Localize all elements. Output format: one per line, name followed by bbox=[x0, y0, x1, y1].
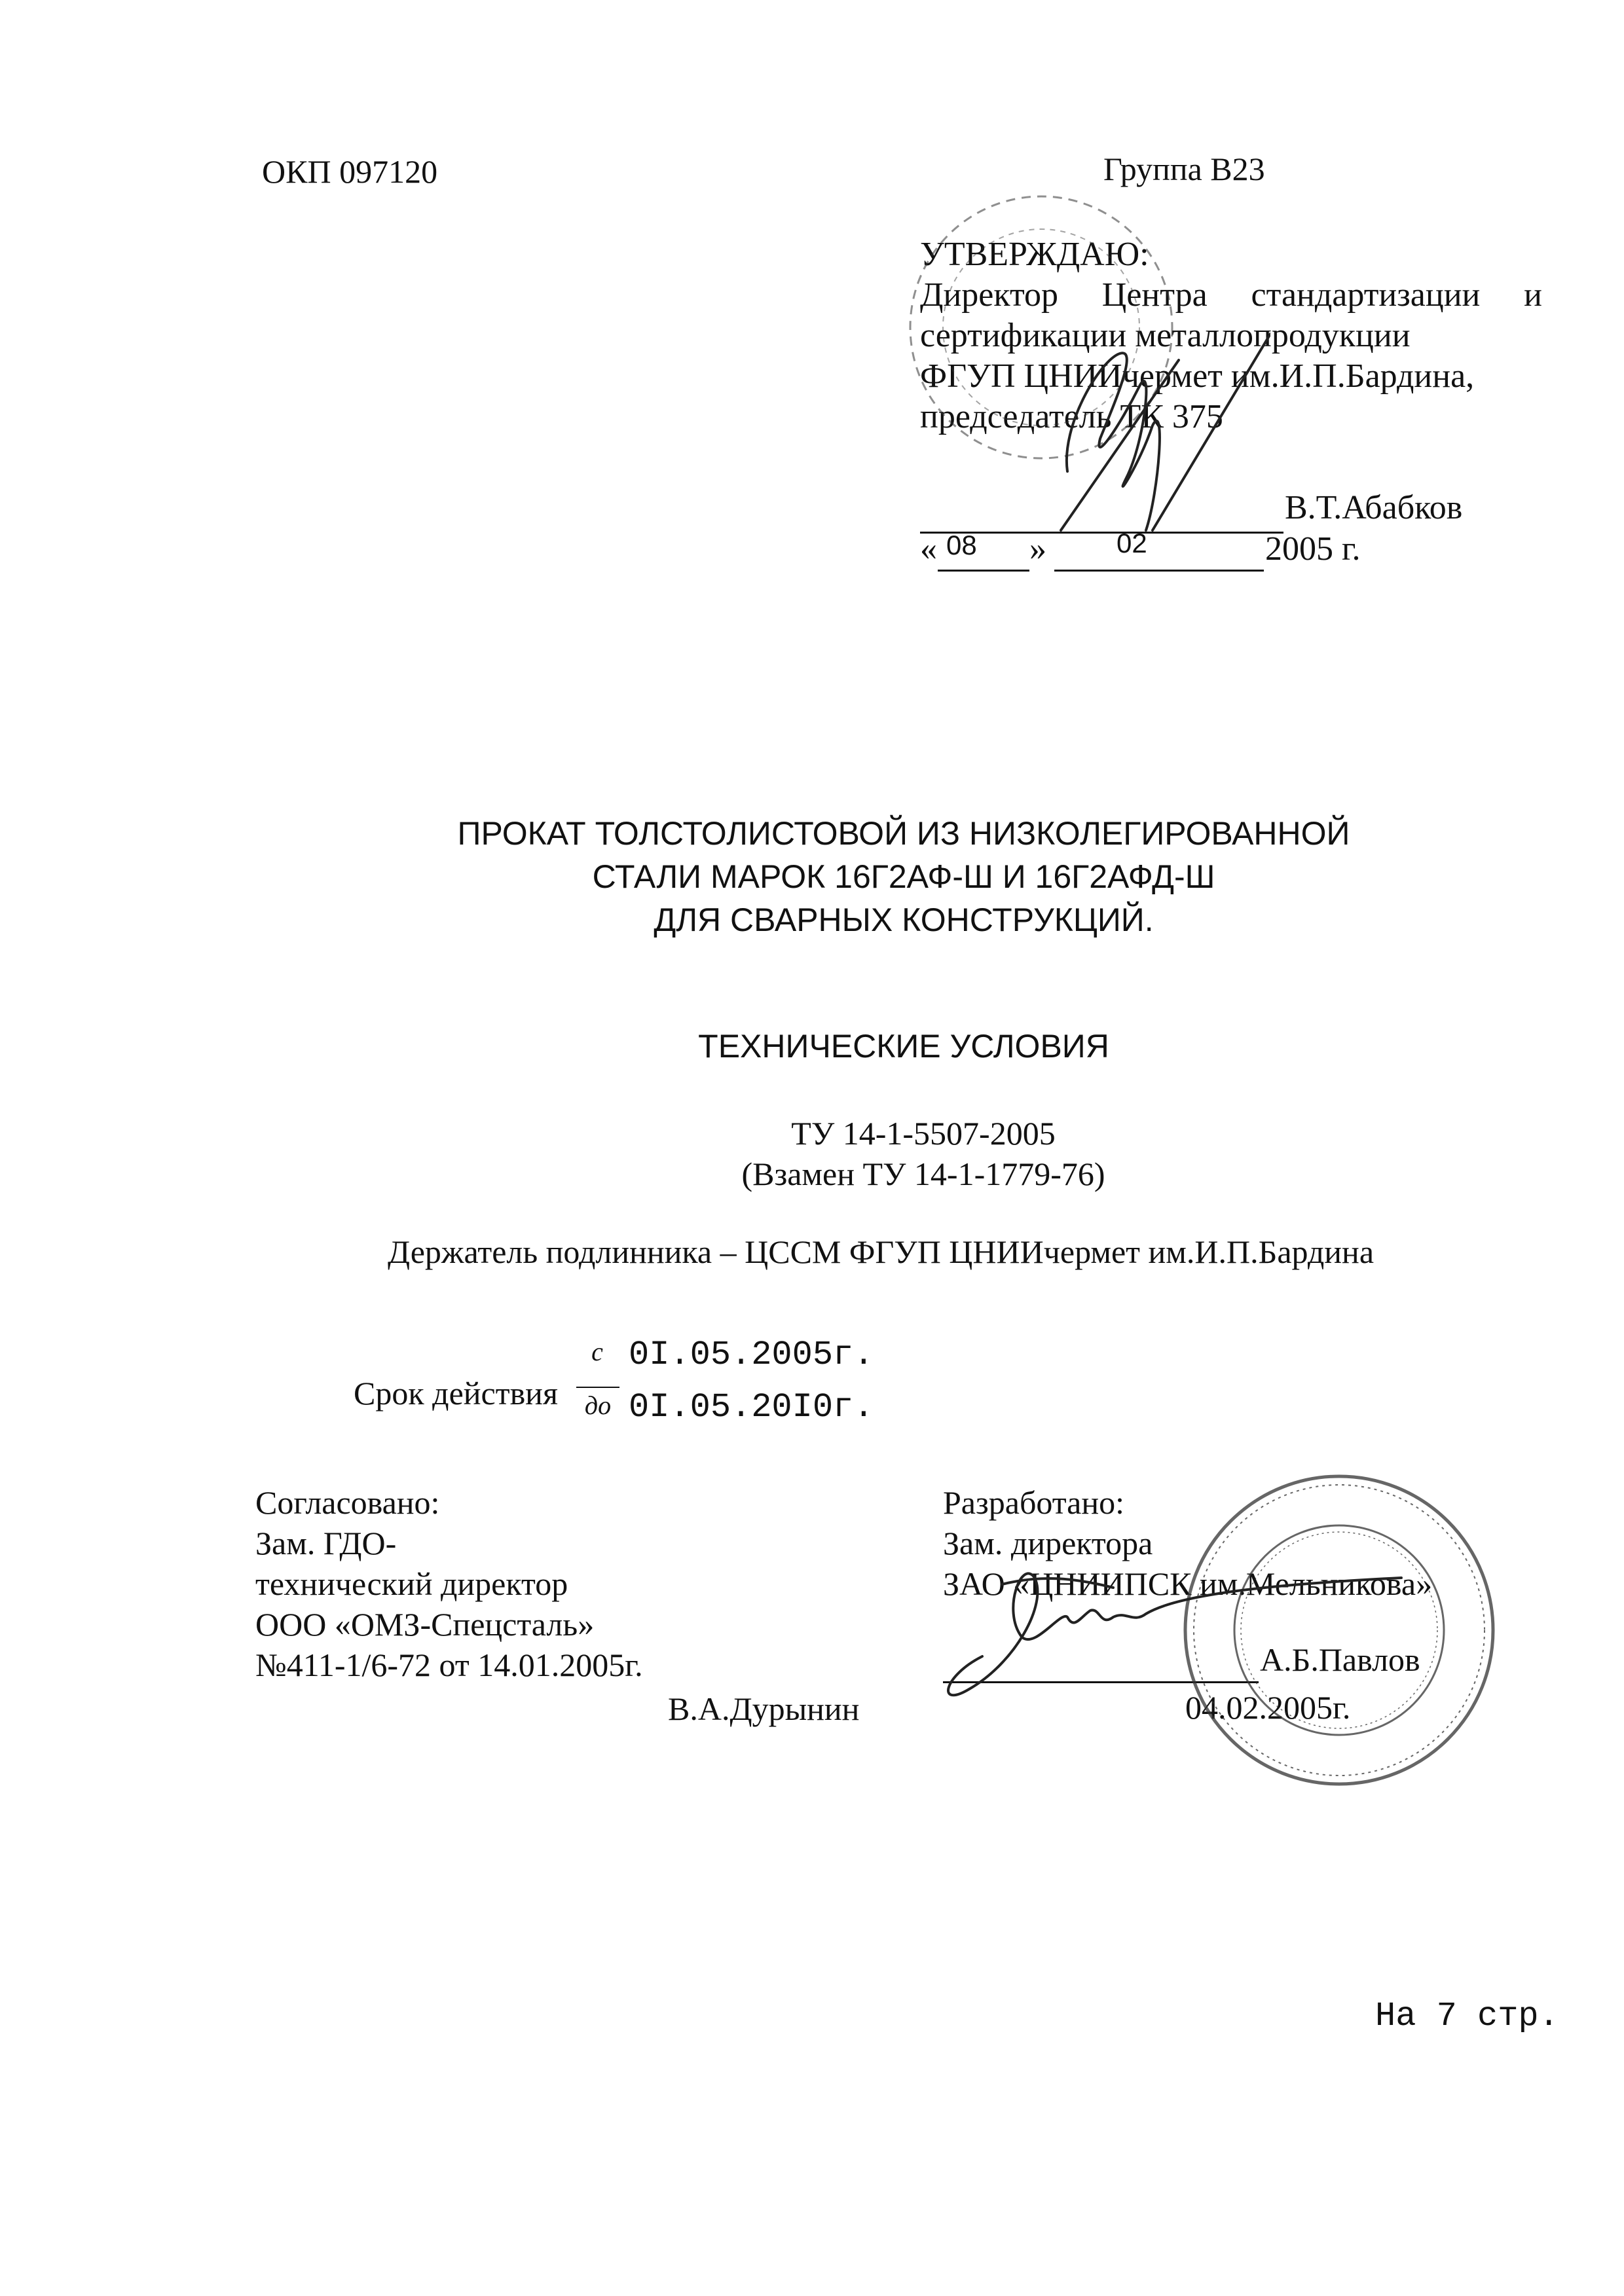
doc-replaces: (Взамен ТУ 14-1-1779-76) bbox=[741, 1156, 1105, 1192]
title-line-3: ДЛЯ СВАРНЫХ КОНСТРУКЦИЙ. bbox=[654, 902, 1154, 938]
round-seal bbox=[1185, 1476, 1493, 1784]
approval-date-open-quote: « bbox=[920, 530, 937, 568]
approval-line-1: Директор Центра стандартизации и bbox=[920, 276, 1542, 314]
validity-from-date: 0I.05.2005г. bbox=[629, 1336, 874, 1374]
agreed-heading: Согласовано: bbox=[255, 1484, 440, 1521]
agreed-line-3: ООО «ОМЗ-Спецсталь» bbox=[255, 1606, 595, 1643]
page-count: На 7 стр. bbox=[1375, 1997, 1559, 2035]
validity-to-date: 0I.05.20I0г. bbox=[629, 1388, 874, 1427]
developed-date: 04.02.2005г. bbox=[1185, 1689, 1351, 1726]
okp-code: ОКП 097120 bbox=[262, 153, 438, 190]
developed-line-1: Зам. директора bbox=[943, 1525, 1153, 1561]
approval-date-day: 08 bbox=[946, 530, 977, 560]
approval-line-3: ФГУП ЦНИИчермет им.И.П.Бардина, bbox=[920, 357, 1475, 395]
approval-line-2: сертификации металлопродукции bbox=[920, 317, 1411, 354]
developed-line-2: ЗАО «ЦНИИПСК им.Мельникова» bbox=[943, 1565, 1433, 1602]
developed-heading: Разработано: bbox=[943, 1484, 1125, 1521]
title-line-2: СТАЛИ МАРОК 16Г2АФ-Ш И 16Г2АФД-Ш bbox=[592, 858, 1215, 895]
approval-date-close-quote: » bbox=[1029, 530, 1046, 568]
doc-type: ТЕХНИЧЕСКИЕ УСЛОВИЯ bbox=[698, 1028, 1109, 1065]
approval-date-year: 2005 г. bbox=[1265, 530, 1361, 568]
validity-from-label: с bbox=[591, 1337, 603, 1366]
approval-heading: УТВЕРЖДАЮ: bbox=[920, 236, 1149, 273]
validity-label: Срок действия bbox=[354, 1375, 558, 1412]
doc-number: ТУ 14-1-5507-2005 bbox=[791, 1115, 1056, 1152]
validity-to-label: до bbox=[584, 1391, 612, 1420]
approval-line-4: председатель ТК 375 bbox=[920, 398, 1223, 435]
title-line-1: ПРОКАТ ТОЛСТОЛИСТОВОЙ ИЗ НИЗКОЛЕГИРОВАННОЙ bbox=[457, 815, 1350, 852]
original-holder: Держатель подлинника – ЦССМ ФГУП ЦНИИчермет им.И.П.Бардина bbox=[388, 1233, 1375, 1270]
developed-signature bbox=[948, 1573, 1401, 1695]
agreed-line-2: технический директор bbox=[255, 1565, 568, 1602]
agreed-line-4: №411-1/6-72 от 14.01.2005г. bbox=[255, 1647, 643, 1683]
developed-signer: А.Б.Павлов bbox=[1260, 1641, 1420, 1678]
document-title bbox=[92, 812, 1624, 941]
agreed-signer: В.А.Дурынин bbox=[668, 1690, 860, 1727]
developed-stamp-and-signature bbox=[904, 1453, 1532, 1820]
approval-signer: В.Т.Абабков bbox=[1285, 489, 1463, 526]
doc-type-wrapper bbox=[92, 1025, 1624, 1068]
group-code: Группа В23 bbox=[1103, 151, 1265, 187]
doc-code-block bbox=[111, 1113, 1624, 1194]
agreed-line-1: Зам. ГДО- bbox=[255, 1525, 397, 1561]
approval-stamp bbox=[904, 190, 1270, 583]
approval-date-month: 02 bbox=[1116, 528, 1147, 558]
validity-fraction-bar bbox=[576, 1387, 619, 1388]
